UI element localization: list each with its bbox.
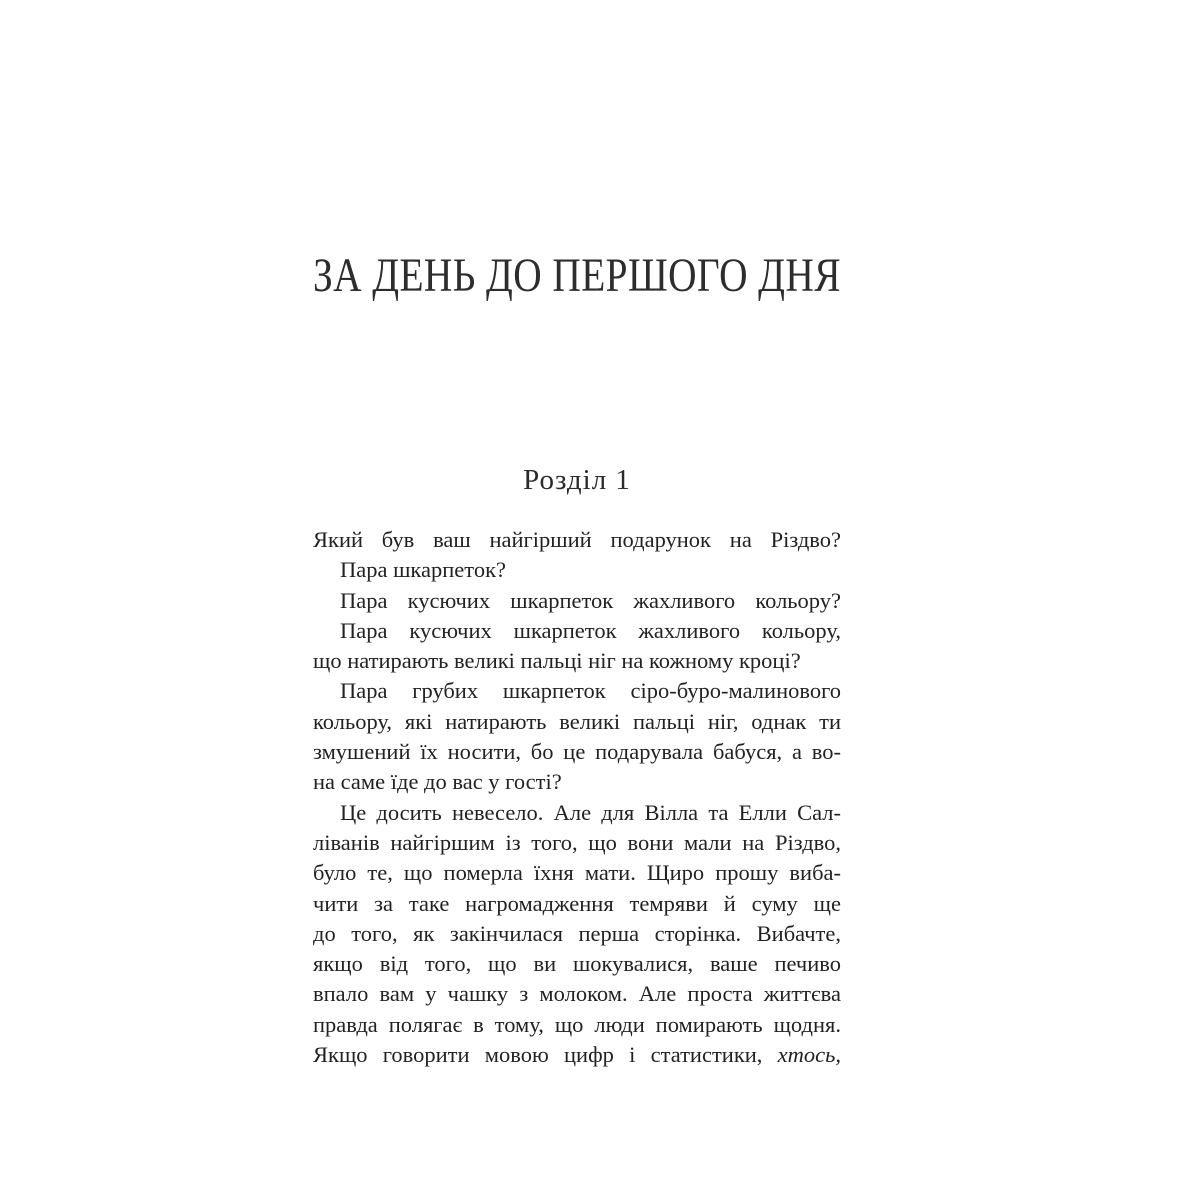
part-title: ЗА ДЕНЬ ДО ПЕРШОГО ДНЯ bbox=[313, 249, 841, 302]
text-line bbox=[313, 798, 841, 828]
text-segment: кольору, які натирають великі пальці ніг, однак ти bbox=[313, 708, 841, 734]
text-line bbox=[313, 858, 841, 888]
text-segment: правда полягає в тому, що люди помирають щодня. bbox=[313, 1011, 841, 1037]
text-line bbox=[313, 646, 841, 676]
text-segment: було те, що померла їхня мати. Щиро прошу виба- bbox=[313, 860, 841, 886]
text-line bbox=[313, 707, 841, 737]
chapter-heading: Розділ 1 bbox=[523, 464, 631, 496]
text-segment: ліванів найгіршим із того, що вони мали на Різдво, bbox=[313, 829, 841, 855]
text-segment: чити за таке нагромадження темряви й суму ще bbox=[313, 890, 841, 916]
text-segment: впало вам у чашку з молоком. Але проста життєва bbox=[313, 981, 841, 1007]
text-segment: Це досить невесело. Але для Вілла та Елли Сал- bbox=[340, 799, 841, 825]
text-line bbox=[313, 828, 841, 858]
text-segment: до того, як закінчилася перша сторінка. Вибачте, bbox=[313, 920, 841, 946]
text-segment: змушений їх носити, бо це подарувала бабуся, а во- bbox=[313, 739, 841, 765]
text-line bbox=[313, 1040, 841, 1070]
text-line bbox=[313, 586, 841, 616]
text-line bbox=[313, 767, 841, 797]
text-line bbox=[313, 979, 841, 1009]
text-line bbox=[313, 949, 841, 979]
body-text bbox=[313, 525, 841, 1070]
text-segment: Пара грубих шкарпеток сіро-буро-малинового bbox=[340, 678, 841, 704]
text-line bbox=[313, 737, 841, 767]
text-line bbox=[313, 555, 841, 585]
text-segment: Пара шкарпеток? bbox=[340, 557, 506, 583]
text-segment: Пара кусючих шкарпеток жахливого кольору? bbox=[340, 587, 841, 613]
text-line bbox=[313, 676, 841, 706]
text-line bbox=[313, 889, 841, 919]
text-segment: Який був ваш найгірший подарунок на Різдво? bbox=[313, 527, 841, 552]
text-segment-italic: хтось, bbox=[777, 1042, 841, 1068]
text-segment: Пара кусючих шкарпеток жахливого кольору, bbox=[340, 617, 841, 643]
text-segment: якщо від того, що ви шокувалися, ваше печиво bbox=[313, 951, 841, 977]
text-line bbox=[313, 1010, 841, 1040]
text-segment: Якщо говорити мовою цифр і статистики, bbox=[313, 1042, 778, 1068]
text-segment: що натирають великі пальці ніг на кожному кроці? bbox=[313, 648, 801, 674]
text-segment: на саме їде до вас у гості? bbox=[313, 769, 562, 795]
text-line bbox=[313, 616, 841, 646]
text-line bbox=[313, 525, 841, 555]
text-line bbox=[313, 919, 841, 949]
